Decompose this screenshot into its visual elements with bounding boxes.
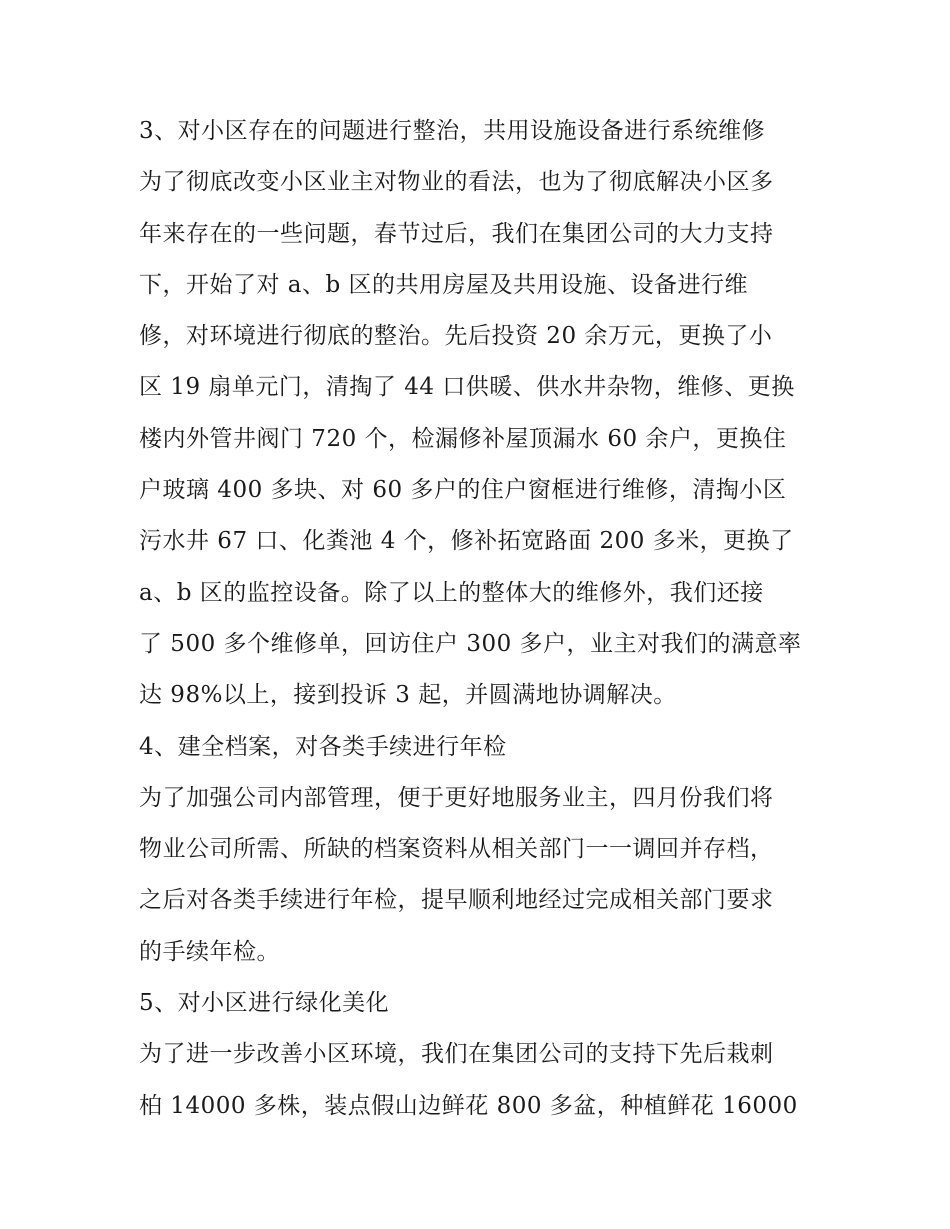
paragraph-line: a、b 区的监控设备。除了以上的整体大的维修外，我们还接	[139, 579, 764, 606]
paragraph-line: 达 98%以上，接到投诉 3 起，并圆满地协调解决。	[139, 682, 677, 709]
paragraph-line: 柏 14000 多株，装点假山边鲜花 800 多盆，种植鲜花 16000	[139, 1092, 798, 1119]
paragraph-line: 楼内外管井阀门 720 个，检漏修补屋顶漏水 60 余户，更换住	[139, 425, 787, 452]
paragraph-line: 为了彻底改变小区业主对物业的看法，也为了彻底解决小区多	[139, 169, 774, 196]
section-3-heading: 3、对小区存在的问题进行整治，共用设施设备进行系统维修	[139, 118, 766, 144]
paragraph-line: 修，对环境进行彻底的整治。先后投资 20 余万元，更换了小	[139, 323, 773, 350]
section-5-heading: 5、对小区进行绿化美化	[139, 990, 390, 1017]
paragraph-line: 了 500 多个维修单，回访住户 300 多户，业主对我们的满意率	[139, 630, 802, 657]
paragraph-line: 下，开始了对 a、b 区的共用房屋及共用设施、设备进行维	[139, 271, 749, 298]
paragraph-line: 污水井 67 口、化粪池 4 个，修补拓宽路面 200 多米，更换了	[139, 528, 794, 555]
paragraph-line: 的手续年检。	[139, 938, 280, 965]
document-body	[139, 106, 819, 1132]
paragraph-line: 物业公司所需、所缺的档案资料从相关部门一一调回并存档，	[139, 836, 774, 863]
paragraph-line: 之后对各类手续进行年检，提早顺利地经过完成相关部门要求	[139, 887, 774, 914]
paragraph-line: 区 19 扇单元门，清掏了 44 口供暖、供水井杂物，维修、更换	[139, 374, 795, 401]
section-4-heading: 4、建全档案，对各类手续进行年检	[139, 733, 507, 760]
paragraph-line: 户玻璃 400 多块、对 60 多户的住户窗框进行维修，清掏小区	[139, 477, 787, 504]
paragraph-line: 年来存在的一些问题，春节过后，我们在集团公司的大力支持	[139, 220, 774, 247]
paragraph-line: 为了进一步改善小区环境，我们在集团公司的支持下先后栽刺	[139, 1041, 774, 1068]
paragraph-line: 为了加强公司内部管理，便于更好地服务业主，四月份我们将	[139, 784, 774, 811]
